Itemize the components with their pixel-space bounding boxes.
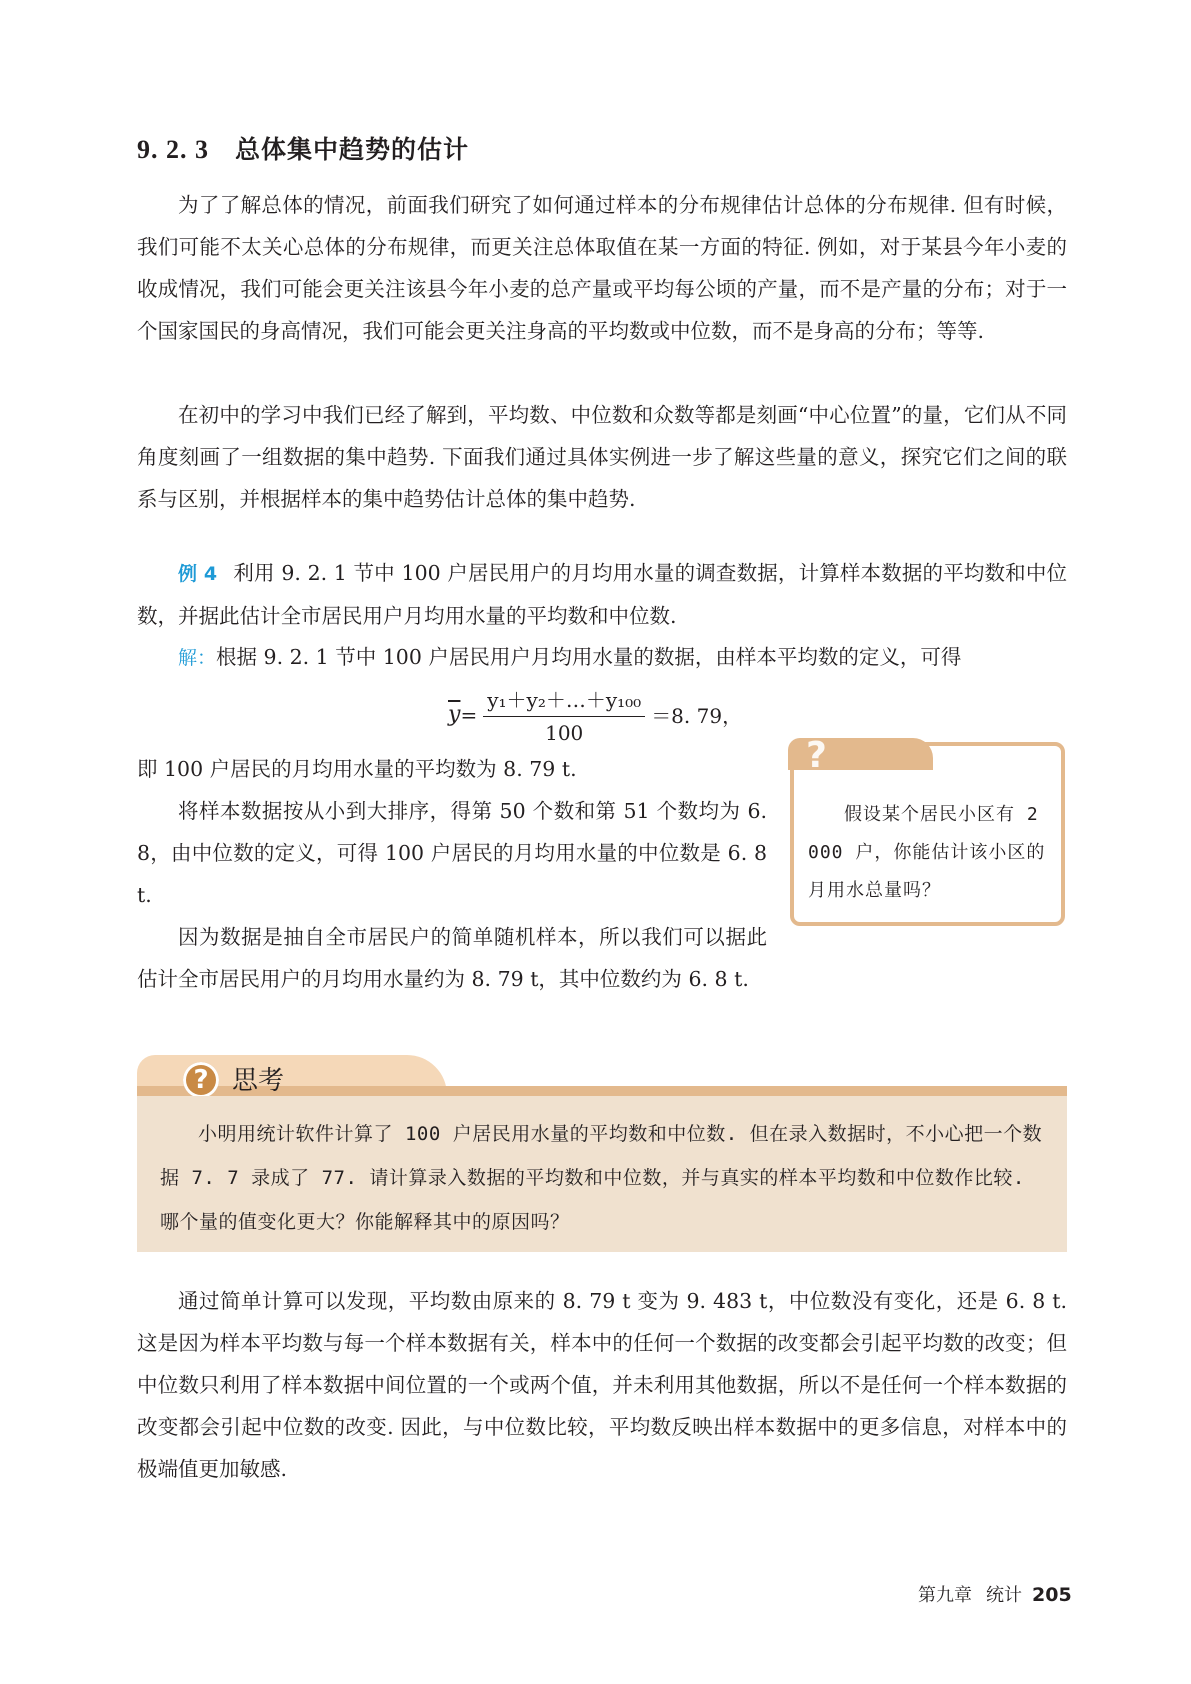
footer-chapter: 第九章 xyxy=(918,1585,972,1606)
formula-equals: = xyxy=(460,702,478,727)
page-number: 205 xyxy=(1032,1584,1072,1606)
formula-rhs: ＝8. 79， xyxy=(651,704,743,728)
solution-body xyxy=(137,748,767,1000)
section-number: 9. 2. 3 xyxy=(137,135,209,164)
question-circle-icon: ? xyxy=(183,1062,219,1098)
page-footer xyxy=(918,1581,1072,1607)
formula-fraction xyxy=(483,684,645,745)
solution-text: 根据 9. 2. 1 节中 100 户居民用户月均用水量的数据，由样本平均数的定义，可得 xyxy=(216,645,962,669)
footer-subject: 统计 xyxy=(986,1585,1022,1606)
solution-paragraph-1: 即 100 户居民的月均用水量的平均数为 8. 79 t. xyxy=(137,757,577,781)
thinking-title: 思考 xyxy=(232,1066,285,1096)
example-paragraph xyxy=(137,552,1067,637)
example-label: 例 4 xyxy=(178,563,218,585)
formula-numerator: y₁＋y₂＋…＋y₁₀₀ xyxy=(483,684,645,717)
question-mark-icon: ? xyxy=(806,735,827,776)
thinking-text: 小明用统计软件计算了 100 户居民用水量的平均数和中位数. 但在录入数据时，不小心把一个数据 7. 7 录成了 77. 请计算录入数据的平均数和中位数，并与真实的样本平均数和中位数作比较. 哪个量的值变化更大？你能解释其中的原因吗？ xyxy=(160,1123,1043,1233)
mean-formula xyxy=(448,684,742,745)
question-box-text: 假设某个居民小区有 2 000 户，你能估计该小区的月用水总量吗？ xyxy=(808,804,1046,901)
section-title: 总体集中趋势的估计 xyxy=(235,135,470,164)
solution-label: 解： xyxy=(178,647,217,669)
solution-paragraph xyxy=(137,636,1067,679)
section-heading xyxy=(137,130,469,166)
solution-paragraph-2: 将样本数据按从小到大排序，得第 50 个数和第 51 个数均为 6. 8，由中位数的定义，可得 100 户居民的月均用水量的中位数是 6. 8 t. xyxy=(137,799,767,907)
solution-paragraph-3: 因为数据是抽自全市居民户的简单随机样本，所以我们可以据此估计全市居民用户的月均用水量约为 8. 79 t，其中位数约为 6. 8 t. xyxy=(137,925,767,991)
formula-denominator: 100 xyxy=(545,721,584,745)
example-text: 利用 9. 2. 1 节中 100 户居民用户的月均用水量的调查数据，计算样本数据的平均数和中位数，并据此估计全市居民用户月均用水量的平均数和中位数. xyxy=(137,561,1068,628)
intro-paragraph-1: 为了了解总体的情况，前面我们研究了如何通过样本的分布规律估计总体的分布规律. 但有时候，我们可能不太关心总体的分布规律，而更关注总体取值在某一方面的特征. 例如，对于某县今年小麦的收成情况，我们可能会更关注该县今年小麦的总产量或平均每公顷的产量，而不是产量的分布；对于一个国家国民的身高情况，我们可能会更关注身高的平均数或中位数，而不是身高的分布；等等. xyxy=(137,193,1067,343)
formula-lhs: $\overline{y}$ xyxy=(448,702,461,727)
intro-paragraph-2: 在初中的学习中我们已经了解到，平均数、中位数和众数等都是刻画“中心位置”的量，它们从不同角度刻画了一组数据的集中趋势. 下面我们通过具体实例进一步了解这些量的意义，探究它们之间的联系与区别，并根据样本的集中趋势估计总体的集中趋势. xyxy=(137,403,1067,511)
conclusion-paragraph: 通过简单计算可以发现，平均数由原来的 8. 79 t 变为 9. 483 t，中位数没有变化，还是 6. 8 t. 这是因为样本平均数与每一个样本数据有关，样本中的任何一个数据的改变都会引起平均数的改变；但中位数只利用了样本数据中间位置的一个或两个值，并未利用其他数据，所以不是任何一个样本数据的改变都会引起中位数的改变. 因此，与中位数比较，平均数反映出样本数据中的更多信息，对样本中的极端值更加敏感. xyxy=(137,1289,1067,1481)
